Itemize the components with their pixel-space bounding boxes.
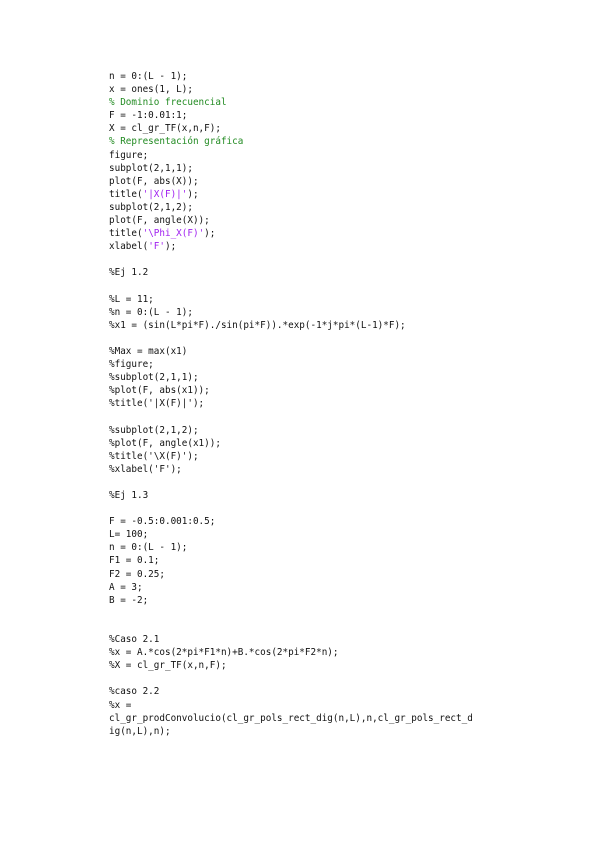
code-line: [109, 162, 579, 175]
code-text: B = -2;: [109, 594, 149, 606]
code-text: %caso 2.2: [109, 686, 160, 698]
code-text: );: [164, 241, 177, 253]
code-line: [109, 227, 579, 240]
code-text: subplot(2,1,1);: [109, 162, 193, 174]
code-text: cl_gr_prodConvolucio(cl_gr_pols_rect_dig(n,L),n,cl_gr_pols_rect_d: [109, 712, 473, 724]
code-line: [109, 699, 579, 712]
code-text: );: [204, 228, 216, 240]
code-line: [109, 371, 579, 384]
code-text: %Ej 1.3: [109, 490, 149, 501]
code-line: [109, 515, 579, 528]
code-line: [109, 581, 579, 594]
code-comment: % Dominio frecuencial: [109, 97, 227, 109]
code-text: %Caso 2.1: [109, 634, 160, 646]
code-line: [109, 450, 579, 463]
code-text: );: [187, 188, 199, 200]
blank-line: [109, 620, 579, 633]
code-text: %figure;: [109, 359, 154, 371]
code-text: %subplot(2,1,2);: [109, 424, 199, 436]
code-text: %subplot(2,1,1);: [109, 372, 199, 384]
code-text: %L = 11;: [109, 293, 154, 305]
code-line: [109, 685, 579, 698]
code-line: [109, 646, 579, 659]
code-line: [109, 358, 579, 371]
code-text: ig(n,L),n);: [109, 725, 171, 737]
code-line: [109, 240, 579, 253]
code-line: [109, 214, 579, 227]
code-text: %x1 = (sin(L*pi*F)./sin(pi*F)).*exp(-1*j*pi*(L-1)*F);: [109, 319, 406, 331]
code-line: [109, 568, 579, 581]
code-text: subplot(2,1,2);: [109, 201, 193, 213]
code-line: [109, 306, 579, 319]
blank-line: [109, 332, 579, 345]
code-text: plot(F, angle(X));: [109, 215, 210, 227]
code-line: [109, 725, 579, 738]
blank-line: [109, 410, 579, 423]
code-line: [109, 424, 579, 437]
code-text: F = -0.5:0.001:0.5;: [109, 516, 216, 528]
code-text: figure;: [109, 149, 149, 161]
code-line: [109, 122, 579, 135]
code-line: [109, 633, 579, 646]
code-text: %plot(F, angle(x1));: [109, 437, 221, 449]
code-string: 'F': [148, 241, 165, 253]
code-text: %X = cl_gr_TF(x,n,F);: [109, 660, 227, 672]
code-text: %xlabel('F');: [109, 463, 182, 475]
blank-line: [109, 607, 579, 620]
blank-line: [109, 672, 579, 685]
code-string: '\Phi_X(F)': [142, 228, 205, 240]
code-line: [109, 659, 579, 672]
code-line: [109, 266, 579, 279]
code-line: [109, 201, 579, 214]
code-line: [109, 712, 579, 725]
code-text: n = 0:(L - 1);: [109, 542, 188, 554]
code-line: [109, 293, 579, 306]
code-text: A = 3;: [109, 581, 143, 593]
code-line: [109, 109, 579, 122]
code-line: [109, 188, 579, 201]
code-text: %title('|X(F)|');: [109, 398, 205, 410]
code-line: [109, 554, 579, 567]
code-line: [109, 384, 579, 397]
code-line: [109, 96, 579, 109]
code-text: %x =: [109, 699, 132, 711]
code-text: title(: [109, 228, 143, 240]
blank-line: [109, 502, 579, 515]
code-line: [109, 489, 579, 502]
code-text: %Ej 1.2: [109, 267, 149, 279]
code-text: plot(F, abs(X));: [109, 175, 199, 187]
code-text: F = -1:0.01:1;: [109, 110, 188, 122]
code-line: [109, 149, 579, 162]
code-line: [109, 83, 579, 96]
code-comment: % Representación gráfica: [109, 136, 244, 148]
code-text: X = cl_gr_TF(x,n,F);: [109, 123, 221, 135]
code-string: '|X(F)|': [142, 188, 188, 200]
code-text: %x = A.*cos(2*pi*F1*n)+B.*cos(2*pi*F2*n);: [109, 647, 339, 659]
code-text: xlabel(: [109, 241, 149, 253]
blank-line: [109, 476, 579, 489]
code-line: [109, 528, 579, 541]
code-line: [109, 345, 579, 358]
code-line: [109, 397, 579, 410]
code-text: %n = 0:(L - 1);: [109, 306, 193, 318]
code-text: title(: [109, 188, 143, 200]
code-text: %title('\X(F)');: [109, 450, 199, 462]
code-text: %Max = max(x1): [109, 345, 188, 357]
code-line: [109, 541, 579, 554]
code-line: [109, 319, 579, 332]
code-line: [109, 175, 579, 188]
code-line: [109, 594, 579, 607]
code-text: F2 = 0.25;: [109, 568, 165, 580]
code-text: x = ones(1, L);: [109, 84, 193, 96]
code-text: n = 0:(L - 1);: [109, 71, 188, 82]
code-line: [109, 70, 579, 83]
code-text: %plot(F, abs(x1));: [109, 385, 210, 397]
code-line: [109, 135, 579, 148]
blank-line: [109, 280, 579, 293]
code-text: F1 = 0.1;: [109, 555, 160, 567]
code-line: [109, 437, 579, 450]
code-line: [109, 463, 579, 476]
blank-line: [109, 253, 579, 266]
code-listing: [109, 70, 579, 738]
code-text: L= 100;: [109, 529, 149, 541]
